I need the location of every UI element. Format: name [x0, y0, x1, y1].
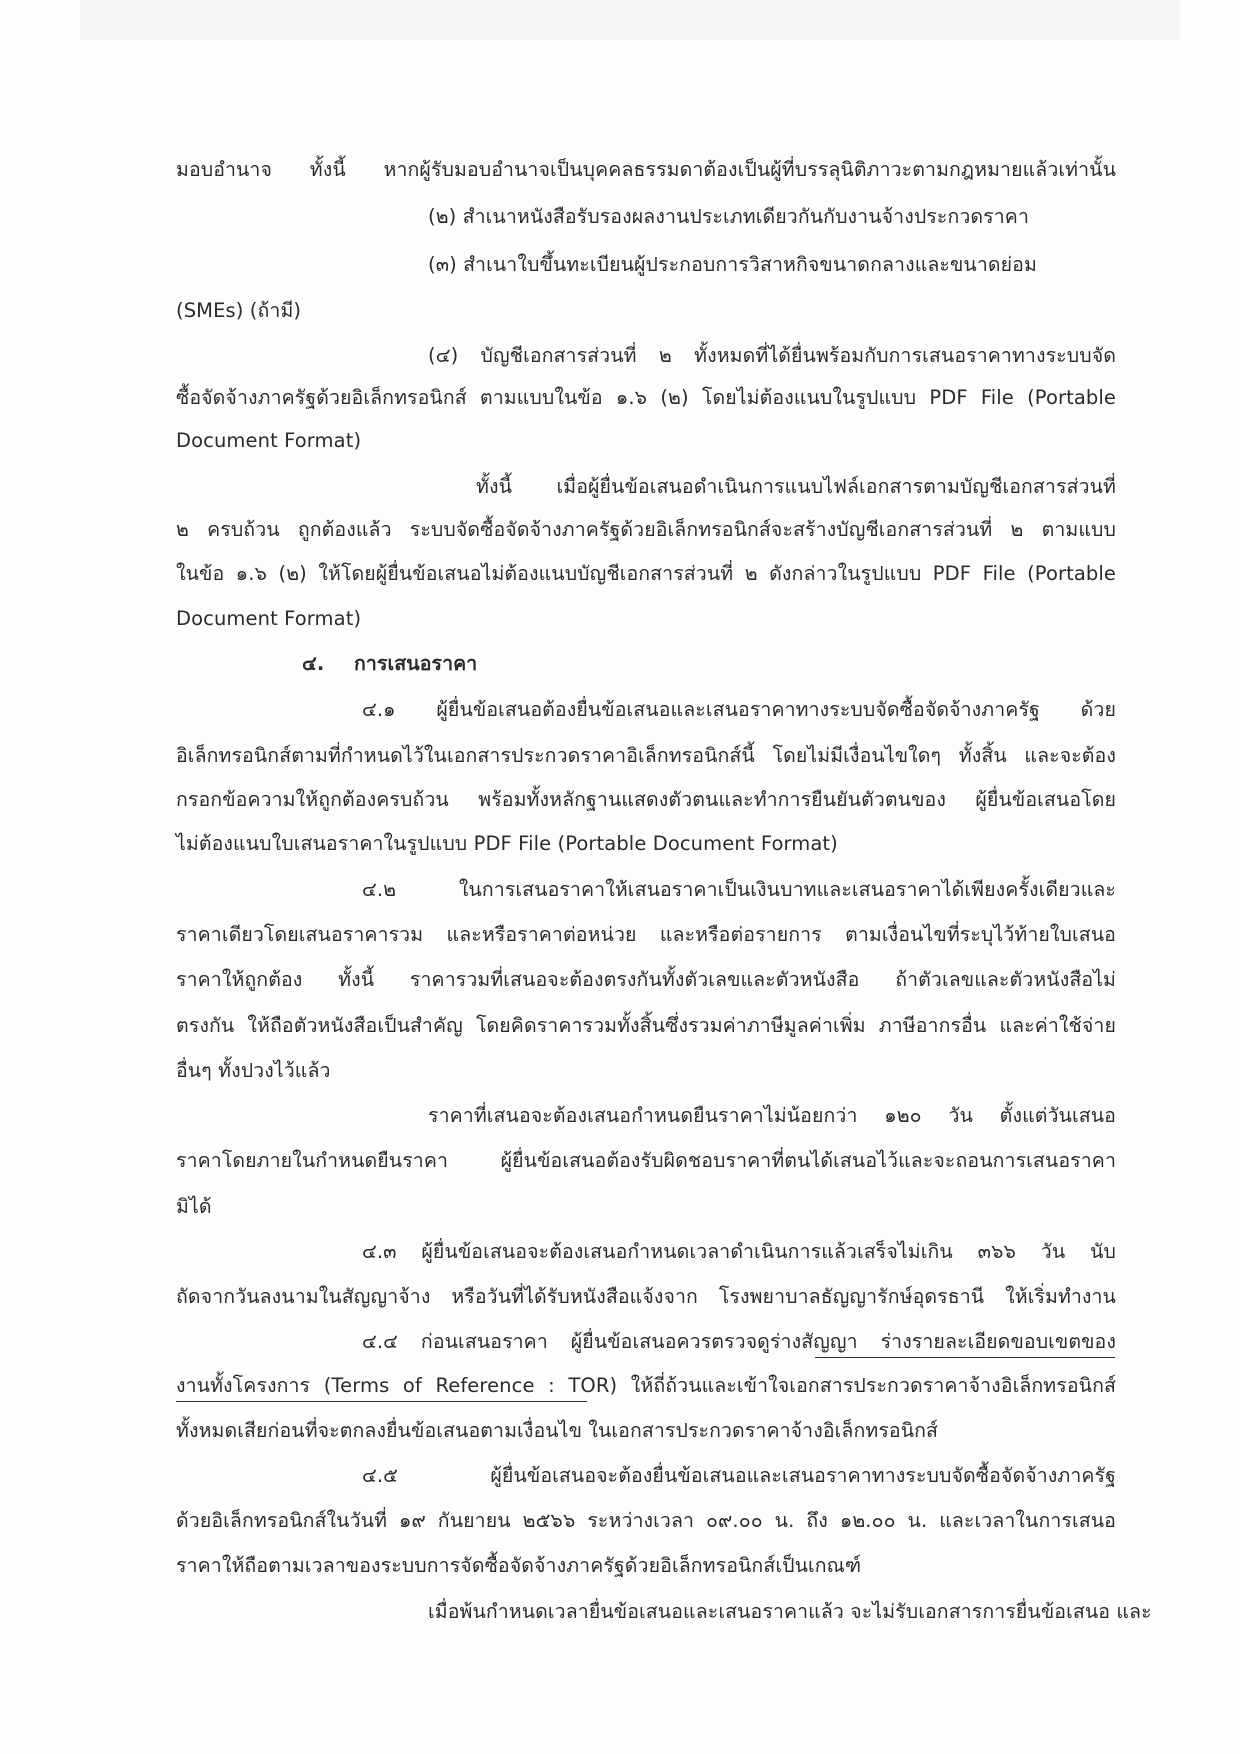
- underline-mark: [815, 1357, 1115, 1358]
- text-line: Document Format): [176, 607, 362, 630]
- text-line: ทั้งหมดเสียก่อนที่จะตกลงยื่นข้อเสนอตามเงื่อนไข ในเอกสารประกวดราคาจ้างอิเล็กทรอนิกส์: [176, 1419, 939, 1442]
- text-line: (SMEs) (ถ้ามี): [176, 299, 302, 322]
- text-line: ด้วยอิเล็กทรอนิกส์ในวันที่ ๑๙ กันยายน ๒๕๖๖ ระหว่างเวลา ๐๙.๐๐ น. ถึง ๑๒.๐๐ น. และเวลาในการเสนอ: [176, 1509, 1116, 1532]
- section-number: ๔.: [302, 652, 325, 675]
- clause-4-1: ๔.๑ ผู้ยื่นข้อเสนอต้องยื่นข้อเสนอและเสนอราคาทางระบบจัดซื้อจัดจ้างภาครัฐ ด้วย: [362, 698, 1116, 721]
- clause-4-4: ๔.๔ ก่อนเสนอราคา ผู้ยื่นข้อเสนอควรตรวจดูร่างสัญญา ร่างรายละเอียดขอบเขตของ: [362, 1330, 1116, 1353]
- clause-4-5: ๔.๕ ผู้ยื่นข้อเสนอจะต้องยื่นข้อเสนอและเสนอราคาทางระบบจัดซื้อจัดจ้างภาครัฐ: [362, 1464, 1116, 1487]
- text-line: ราคาเดียวโดยเสนอราคารวม และหรือราคาต่อหน่วย และหรือต่อรายการ ตามเงื่อนไขที่ระบุไว้ท้ายใบเสนอ: [176, 923, 1116, 946]
- text-line: ในข้อ ๑.๖ (๒) ให้โดยผู้ยื่นข้อเสนอไม่ต้องแนบบัญชีเอกสารส่วนที่ ๒ ดังกล่าวในรูปแบบ PDF File (Portable: [176, 562, 1116, 585]
- scan-shadow: [80, 0, 1180, 40]
- text-line: เมื่อพ้นกำหนดเวลายื่นข้อเสนอและเสนอราคาแล้ว จะไม่รับเอกสารการยื่นข้อเสนอ และ: [428, 1600, 1152, 1623]
- text-line: ถัดจากวันลงนามในสัญญาจ้าง หรือวันที่ได้รับหนังสือแจ้งจาก โรงพยาบาลธัญญารักษ์อุดรธานี ให้เริ่มทำงาน: [176, 1285, 1116, 1308]
- section-title: การเสนอราคา: [354, 652, 478, 675]
- text-line: ตรงกัน ให้ถือตัวหนังสือเป็นสำคัญ โดยคิดราคารวมทั้งสิ้นซึ่งรวมค่าภาษีมูลค่าเพิ่ม ภาษีอากรอื่น และค่าใช้จ่าย: [176, 1014, 1116, 1037]
- text-line: อื่นๆ ทั้งปวงไว้แล้ว: [176, 1059, 331, 1082]
- text-line: ไม่ต้องแนบใบเสนอราคาในรูปแบบ PDF File (Portable Document Format): [176, 832, 838, 855]
- text-line: มอบอำนาจ ทั้งนี้ หากผู้รับมอบอำนาจเป็นบุคคลธรรมดาต้องเป็นผู้ที่บรรลุนิติภาวะตามกฎหมายแล้วเท่านั้น: [176, 158, 1116, 181]
- text-line: ราคาที่เสนอจะต้องเสนอกำหนดยืนราคาไม่น้อยกว่า ๑๒๐ วัน ตั้งแต่วันเสนอ: [428, 1104, 1116, 1127]
- text-line: ราคาให้ถือตามเวลาของระบบการจัดซื้อจัดจ้างภาครัฐด้วยอิเล็กทรอนิกส์เป็นเกณฑ์: [176, 1554, 862, 1577]
- clause-4-3: ๔.๓ ผู้ยื่นข้อเสนอจะต้องเสนอกำหนดเวลาดำเนินการแล้วเสร็จไม่เกิน ๓๖๖ วัน นับ: [362, 1240, 1116, 1263]
- text-line: ๒ ครบถ้วน ถูกต้องแล้ว ระบบจัดซื้อจัดจ้างภาครัฐด้วยอิเล็กทรอนิกส์จะสร้างบัญชีเอกสารส่วนที่ ๒ ตามแบบ: [176, 518, 1116, 541]
- list-item-2: (๒) สำเนาหนังสือรับรองผลงานประเภทเดียวกันกับงานจ้างประกวดราคา: [428, 205, 1030, 228]
- text-line: กรอกข้อความให้ถูกต้องครบถ้วน พร้อมทั้งหลักฐานแสดงตัวตนและทำการยืนยันตัวตนของ ผู้ยื่นข้อเสนอโดย: [176, 788, 1116, 811]
- text-line: ราคาให้ถูกต้อง ทั้งนี้ ราคารวมที่เสนอจะต้องตรงกันทั้งตัวเลขและตัวหนังสือ ถ้าตัวเลขและตัวหนังสือไม่: [176, 968, 1116, 991]
- text-line: มิได้: [176, 1195, 212, 1218]
- text-line: Document Format): [176, 429, 362, 452]
- text-line: ทั้งนี้ เมื่อผู้ยื่นข้อเสนอดำเนินการแนบไฟล์เอกสารตามบัญชีเอกสารส่วนที่: [476, 475, 1116, 498]
- text-line: ราคาโดยภายในกำหนดยืนราคา ผู้ยื่นข้อเสนอต้องรับผิดชอบราคาที่ตนได้เสนอไว้และจะถอนการเสนอราคา: [176, 1149, 1116, 1172]
- list-item-4: (๔) บัญชีเอกสารส่วนที่ ๒ ทั้งหมดที่ได้ยื่นพร้อมกับการเสนอราคาทางระบบจัด: [428, 344, 1116, 367]
- underline-mark: [176, 1401, 587, 1402]
- text-line: ซื้อจัดจ้างภาครัฐด้วยอิเล็กทรอนิกส์ ตามแบบในข้อ ๑.๖ (๒) โดยไม่ต้องแนบในรูปแบบ PDF File (Portable: [176, 386, 1116, 409]
- text-line: อิเล็กทรอนิกส์ตามที่กำหนดไว้ในเอกสารประกวดราคาอิเล็กทรอนิกส์นี้ โดยไม่มีเงื่อนไขใดๆ ทั้งสิ้น และจะต้อง: [176, 744, 1116, 767]
- list-item-3: (๓) สำเนาใบขึ้นทะเบียนผู้ประกอบการวิสาหกิจขนาดกลางและขนาดย่อม: [428, 253, 1037, 276]
- text-line: งานทั้งโครงการ (Terms of Reference : TOR) ให้ถี่ถ้วนและเข้าใจเอกสารประกวดราคาจ้างอิเล็กทรอนิกส์: [176, 1374, 1116, 1397]
- clause-4-2: ๔.๒ ในการเสนอราคาให้เสนอราคาเป็นเงินบาทและเสนอราคาได้เพียงครั้งเดียวและ: [362, 878, 1116, 901]
